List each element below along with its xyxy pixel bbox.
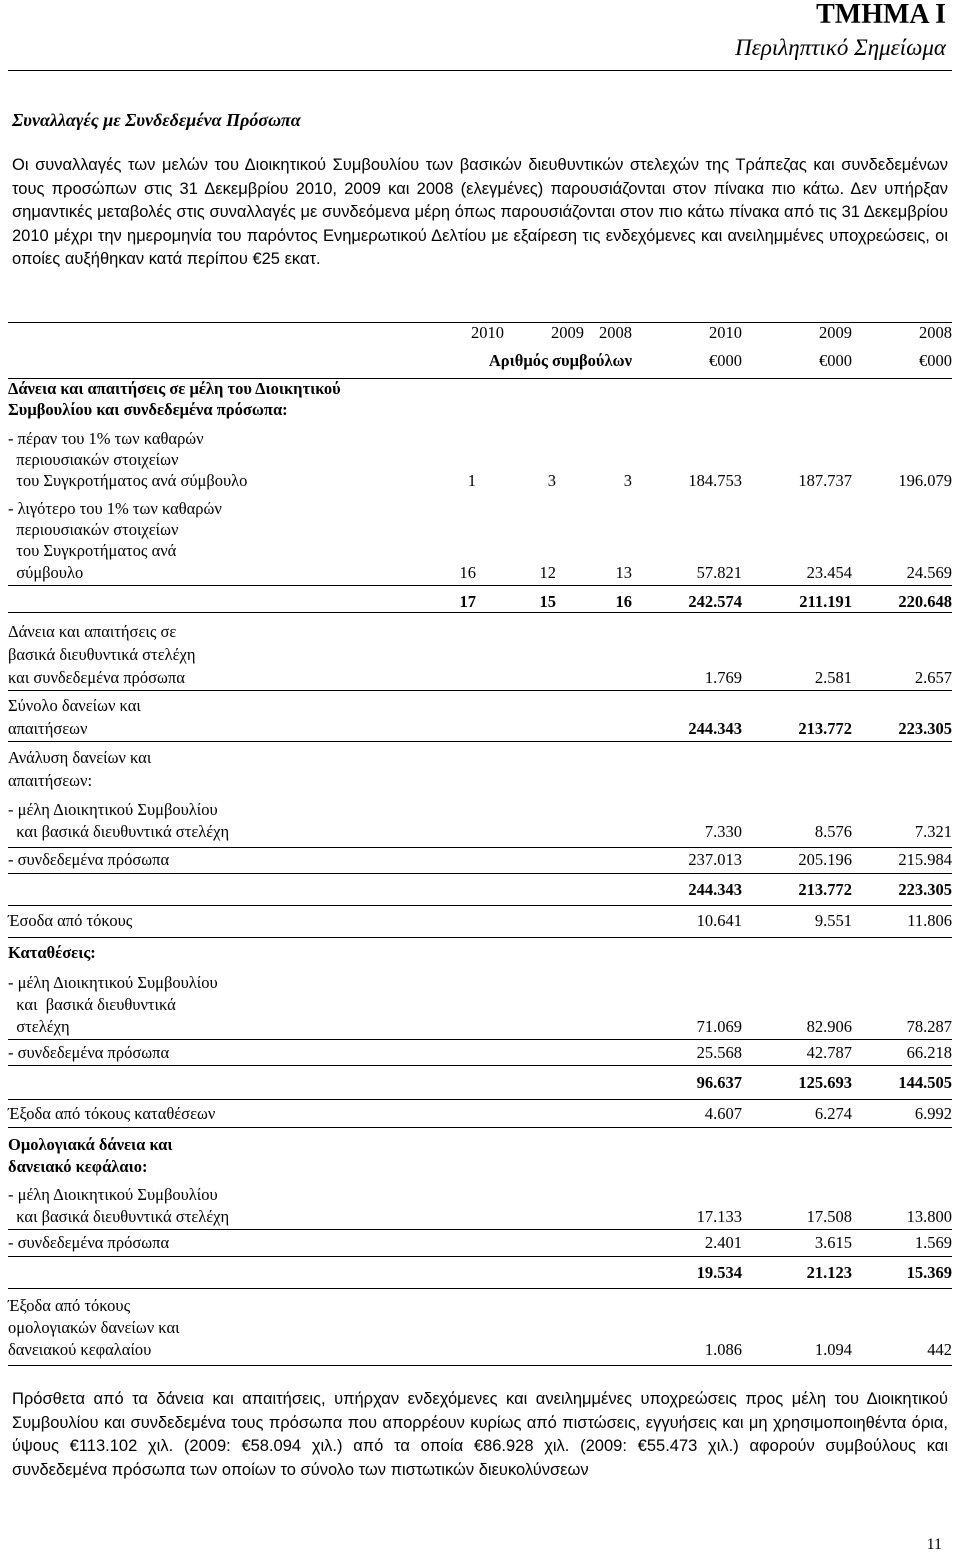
unit-header: €000: [819, 351, 852, 370]
year-header: 2009: [819, 323, 852, 342]
amount-cell: 13.800: [906, 1207, 952, 1226]
year-header: 2008: [599, 323, 632, 342]
unit-header: €000: [919, 351, 952, 370]
row-label: και συνδεδεμένα πρόσωπα: [8, 668, 185, 687]
amount-cell: 2.657: [914, 668, 952, 687]
amount-cell: 1.769: [704, 668, 742, 687]
table-rule: [8, 1127, 952, 1128]
row-label: δανειακού κεφαλαίου: [8, 1340, 152, 1359]
row-label: - συνδεδεμένα πρόσωπα: [8, 1043, 170, 1062]
amount-total: 244.343: [688, 880, 742, 899]
row-label: - μέλη Διοικητικού Συμβουλίου: [8, 800, 218, 819]
amount-total: 223.305: [898, 880, 952, 899]
year-header: 2010: [709, 323, 742, 342]
amount-total: 242.574: [688, 592, 742, 611]
amount-cell: 442: [927, 1340, 952, 1359]
amount-total: 15.369: [906, 1263, 952, 1282]
amount-cell: 4.607: [704, 1104, 742, 1123]
row-label: σύμβουλο: [8, 563, 84, 582]
row-label: βασικά διευθυντικά στελέχη: [8, 645, 196, 664]
count-cell: 13: [615, 563, 632, 582]
amount-cell: 2.401: [704, 1233, 742, 1252]
table-rule: [8, 1256, 952, 1257]
row-label: - μέλη Διοικητικού Συμβουλίου: [8, 1185, 218, 1204]
amount-cell: 184.753: [688, 471, 742, 490]
amount-cell: 82.906: [806, 1017, 852, 1036]
board-heading: Δάνεια και απαιτήσεις σε μέλη του Διοικητικού: [8, 379, 341, 398]
closing-paragraph: Πρόσθετα από τα δάνεια και απαιτήσεις, υπήρχαν ενδεχόμενες και ανειλημμένες υποχρεώσεις προς μέλη του Διοικητικού Συμβουλίου και συνδεδεμένα τους πρόσωπα που απορρέουν κυρίως από πιστώσεις, εγγυήσεις και μη χρησιμοποιηθέντα όρια, ύψους €113.102 χιλ. (2009: €58.094 χιλ.) από τα οποία €86.928 χιλ. (2009: €55.473 χιλ.) αφορούν συμβούλους και συνδεδεμένα πρόσωπα των οποίων το σύνολο των πιστωτικών διευκολύνσεων: [12, 1390, 948, 1479]
row-label: Έσοδα από τόκους: [8, 911, 133, 930]
analysis-heading: απαιτήσεων:: [8, 771, 93, 790]
amount-cell: 24.569: [906, 563, 952, 582]
row-label: περιουσιακών στοιχείων: [8, 520, 179, 539]
row-label: Σύνολο δανείων και: [8, 696, 141, 715]
amount-cell: 6.992: [914, 1104, 952, 1123]
row-label: του Συγκροτήματος ανά σύμβουλο: [8, 471, 248, 490]
amount-cell: 71.069: [696, 1017, 742, 1036]
table-rule: [8, 1288, 952, 1289]
board-heading: Συμβουλίου και συνδεδεμένα πρόσωπα:: [8, 400, 288, 419]
section-header-title: ΤΜΗΜΑ Ι: [816, 0, 946, 30]
count-total: 15: [539, 592, 556, 611]
header-divider: [8, 70, 952, 71]
table-rule: [8, 741, 952, 742]
amount-total: 244.343: [688, 719, 742, 738]
amount-cell: 9.551: [814, 911, 852, 930]
row-label: και βασικά διευθυντικά: [8, 995, 176, 1014]
count-cell: 1: [467, 471, 476, 490]
row-label: περιουσιακών στοιχείων: [8, 450, 179, 469]
page-number: 11: [926, 1536, 942, 1553]
amount-cell: 17.508: [806, 1207, 852, 1226]
year-header: 2009: [551, 323, 584, 342]
amount-total: 125.693: [798, 1073, 852, 1092]
table-rule: [8, 873, 952, 874]
deposits-heading: Καταθέσεις:: [8, 943, 96, 962]
table-rule: [8, 612, 952, 613]
amount-cell: 215.984: [898, 850, 952, 869]
amount-cell: 7.321: [914, 822, 952, 841]
table-rule: [8, 585, 952, 586]
amount-total: 144.505: [898, 1073, 952, 1092]
amount-cell: 17.133: [696, 1207, 742, 1226]
count-total: 16: [615, 592, 632, 611]
table-rule: [8, 690, 952, 691]
table-rule: [8, 1099, 952, 1100]
unit-header: €000: [709, 351, 742, 370]
count-header: Αριθμός συμβούλων: [488, 351, 632, 370]
amount-cell: 2.581: [814, 668, 852, 687]
amount-cell: 8.576: [814, 822, 852, 841]
row-label: και βασικά διευθυντικά στελέχη: [8, 1207, 230, 1226]
amount-cell: 7.330: [704, 822, 742, 841]
amount-cell: 196.079: [898, 471, 952, 490]
row-label: και βασικά διευθυντικά στελέχη: [8, 822, 230, 841]
bonds-heading: Ομολογιακά δάνεια και: [8, 1135, 173, 1154]
row-label: του Συγκροτήματος ανά: [8, 541, 177, 560]
row-label: - πέραν του 1% των καθαρών: [8, 429, 204, 448]
amount-cell: 11.806: [907, 911, 952, 930]
amount-total: 21.123: [806, 1263, 852, 1282]
section-header-subtitle: Περιληπτικό Σημείωμα: [735, 35, 946, 60]
row-label: - μέλη Διοικητικού Συμβουλίου: [8, 973, 218, 992]
amount-cell: 78.287: [906, 1017, 952, 1036]
amount-cell: 10.641: [696, 911, 742, 930]
count-cell: 12: [539, 563, 556, 582]
amount-total: 223.305: [898, 719, 952, 738]
count-cell: 3: [547, 471, 556, 490]
table-rule: [8, 1039, 952, 1040]
related-party-table: [8, 322, 952, 1366]
row-label: απαιτήσεων: [8, 719, 88, 738]
amount-cell: 1.086: [704, 1340, 742, 1359]
table-rule: [8, 1065, 952, 1066]
count-cell: 16: [459, 563, 476, 582]
row-label: Έξοδα από τόκους καταθέσεων: [8, 1104, 216, 1123]
amount-cell: 237.013: [688, 850, 742, 869]
amount-cell: 1.569: [914, 1233, 952, 1252]
row-label: - λιγότερο του 1% των καθαρών: [8, 499, 222, 518]
amount-total: 220.648: [898, 592, 952, 611]
row-label: Δάνεια και απαιτήσεις σε: [8, 622, 177, 641]
table-rule: [8, 847, 952, 848]
count-total: 17: [459, 592, 476, 611]
amount-total: 211.191: [799, 592, 852, 611]
amount-cell: 6.274: [814, 1104, 852, 1123]
row-label: ομολογιακών δανείων και: [8, 1318, 180, 1337]
amount-cell: 23.454: [806, 563, 852, 582]
section-title: Συναλλαγές με Συνδεδεμένα Πρόσωπα: [12, 110, 301, 130]
intro-paragraph: Οι συναλλαγές των μελών του Διοικητικού Συμβουλίου των βασικών διευθυντικών στελεχών της Τράπεζας και συνδεδεμένων τους προσώπων στις 31 Δεκεμβρίου 2010, 2009 και 2008 (ελεγμένες) παρουσιάζονται στον πίνακα πιο κάτω. Δεν υπήρξαν σημαντικές μεταβολές στις συναλλαγές με συνδεόμενα μέρη όπως παρουσιάζονται στον πιο κάτω πίνακα από τις 31 Δεκεμβρίου 2010 μέχρι την ημερομηνία του παρόντος Ενημερωτικού Δελτίου με εξαίρεση τις ενδεχόμενες και ανειλημμένες υποχρεώσεις, οι οποίες αυξήθηκαν κατά περίπου €25 εκατ.: [12, 156, 948, 268]
row-label: Έξοδα από τόκους: [8, 1296, 131, 1315]
table-rule: [8, 905, 952, 906]
amount-cell: 25.568: [696, 1043, 742, 1062]
year-header: 2008: [919, 323, 952, 342]
table-rule: [8, 1229, 952, 1230]
analysis-heading: Ανάλυση δανείων και: [8, 748, 152, 767]
amount-cell: 1.094: [814, 1340, 852, 1359]
amount-cell: 187.737: [798, 471, 852, 490]
amount-total: 213.772: [798, 719, 852, 738]
table-rule: [8, 937, 952, 938]
row-label: στελέχη: [8, 1017, 70, 1036]
amount-cell: 205.196: [798, 850, 852, 869]
amount-cell: 66.218: [906, 1043, 952, 1062]
table-bottom-rule: [8, 1365, 952, 1366]
year-header: 2010: [471, 323, 504, 342]
amount-total: 213.772: [798, 880, 852, 899]
count-cell: 3: [623, 471, 632, 490]
amount-total: 96.637: [696, 1073, 742, 1092]
amount-cell: 42.787: [806, 1043, 852, 1062]
row-label: - συνδεδεμένα πρόσωπα: [8, 1233, 170, 1252]
row-label: - συνδεδεμένα πρόσωπα: [8, 850, 170, 869]
amount-cell: 3.615: [814, 1233, 852, 1252]
amount-cell: 57.821: [696, 563, 742, 582]
bonds-heading: δανειακό κεφάλαιο:: [8, 1157, 148, 1176]
amount-total: 19.534: [696, 1263, 742, 1282]
